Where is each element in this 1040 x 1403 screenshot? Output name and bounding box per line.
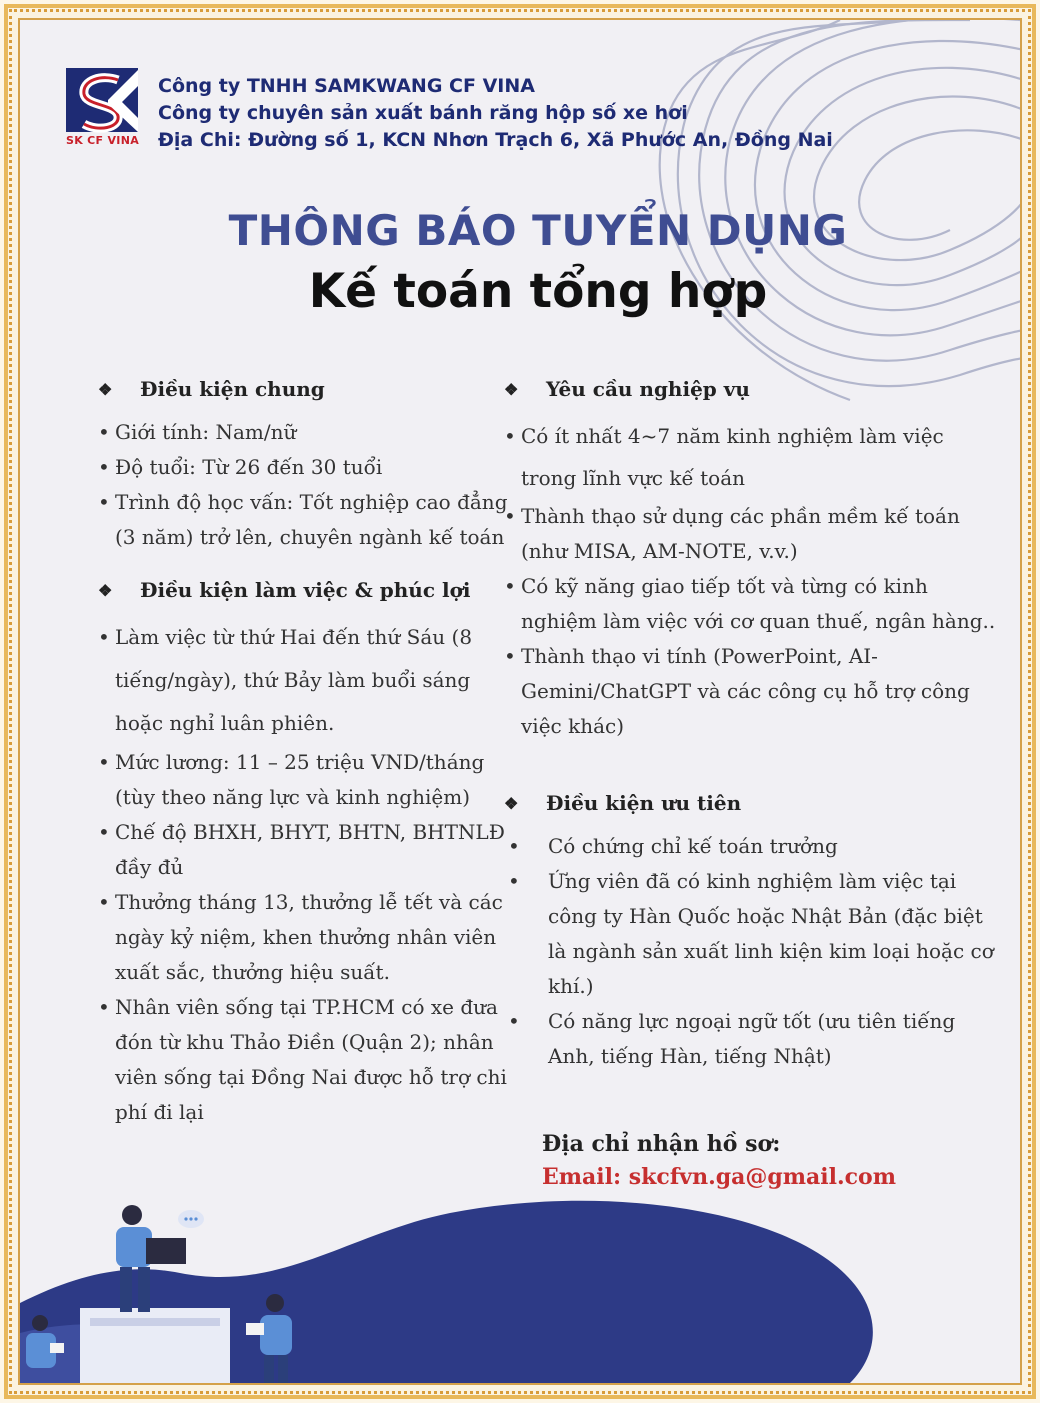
section-heading-general [98,372,508,407]
section-heading-label: Điều kiện làm việc & phúc lợi [140,578,471,602]
poster [18,18,1022,1385]
section-heading-benefits [98,573,508,608]
contact-email[interactable]: Email: skcfvn.ga@gmail.com [542,1164,896,1190]
list-item: • Thành thạo sử dụng các phần mềm kế toán (như MISA, AM-NOTE, v.v.) [504,499,1004,569]
section-heading-label: Điều kiện chung [140,377,325,401]
company-address: Địa Chi: Đường số 1, KCN Nhơn Trạch 6, Xã Phước An, Đồng Nai [158,129,833,151]
left-column [98,372,508,1130]
section-heading-priority [504,786,1004,821]
list-item: • Thành thạo vi tính (PowerPoint, AI-Gemini/ChatGPT và các công cụ hỗ trợ công việc khác) [504,639,1004,744]
logo-text: SK CF VINA [66,134,140,147]
list-item: • Ứng viên đã có kinh nghiệm làm việc tại công ty Hàn Quốc hoặc Nhật Bản (đặc biệt là ngành sản xuất linh kiện kim loại hoặc cơ khí.) [504,864,1004,1004]
list-item: • Nhân viên sống tại TP.HCM có xe đưa đón từ khu Thảo Điền (Quận 2); nhân viên sống tại Đồng Nai được hỗ trợ chi phí đi lại [98,990,508,1130]
list-item: • Trình độ học vấn: Tốt nghiệp cao đẳng (3 năm) trở lên, chuyên ngành kế toán [98,485,508,555]
position-title: Kế toán tổng hợp [308,264,768,319]
page-title: THÔNG BÁO TUYỂN DỤNG [228,206,848,255]
company-description: Công ty chuyên sản xuất bánh răng hộp số xe hơi [158,102,688,124]
section-heading-label: Yêu cầu nghiệp vụ [546,377,750,401]
company-name: Công ty TNHH SAMKWANG CF VINA [158,75,535,97]
contact-label: Địa chỉ nhận hồ sơ: [542,1131,781,1157]
diamond-icon: ❖ [504,794,519,813]
diamond-icon: ❖ [98,581,113,600]
list-item: • Chế độ BHXH, BHYT, BHTN, BHTNLĐ đầy đủ [98,815,508,885]
list-item: • Có chứng chỉ kế toán trưởng [504,829,1004,864]
section-heading-label: Điều kiện ưu tiên [546,791,742,815]
company-header [158,73,833,154]
list-item: • Độ tuổi: Từ 26 đến 30 tuổi [98,450,508,485]
diamond-icon: ❖ [504,380,519,399]
diamond-icon: ❖ [98,380,113,399]
wave-illustration [20,1143,1022,1383]
list-item: • Có kỹ năng giao tiếp tốt và từng có kinh nghiệm làm việc với cơ quan thuế, ngân hàng.. [504,569,1004,639]
section-heading-skills [504,372,1004,407]
list-item: • Mức lương: 11 – 25 triệu VND/tháng (tùy theo năng lực và kinh nghiệm) [98,745,508,815]
list-item: • Thưởng tháng 13, thưởng lễ tết và các ngày kỷ niệm, khen thưởng nhân viên xuất sắc, thưởng hiệu suất. [98,885,508,990]
list-item: • Có năng lực ngoại ngữ tốt (ưu tiên tiếng Anh, tiếng Hàn, tiếng Nhật) [504,1004,1004,1074]
list-item: • Làm việc từ thứ Hai đến thứ Sáu (8 tiếng/ngày), thứ Bảy làm buổi sáng hoặc nghỉ luân phiên. [98,616,508,745]
list-item: • Giới tính: Nam/nữ [98,415,508,450]
right-column [504,372,1004,1074]
list-item: • Có ít nhất 4~7 năm kinh nghiệm làm việc trong lĩnh vực kế toán [504,415,1004,499]
